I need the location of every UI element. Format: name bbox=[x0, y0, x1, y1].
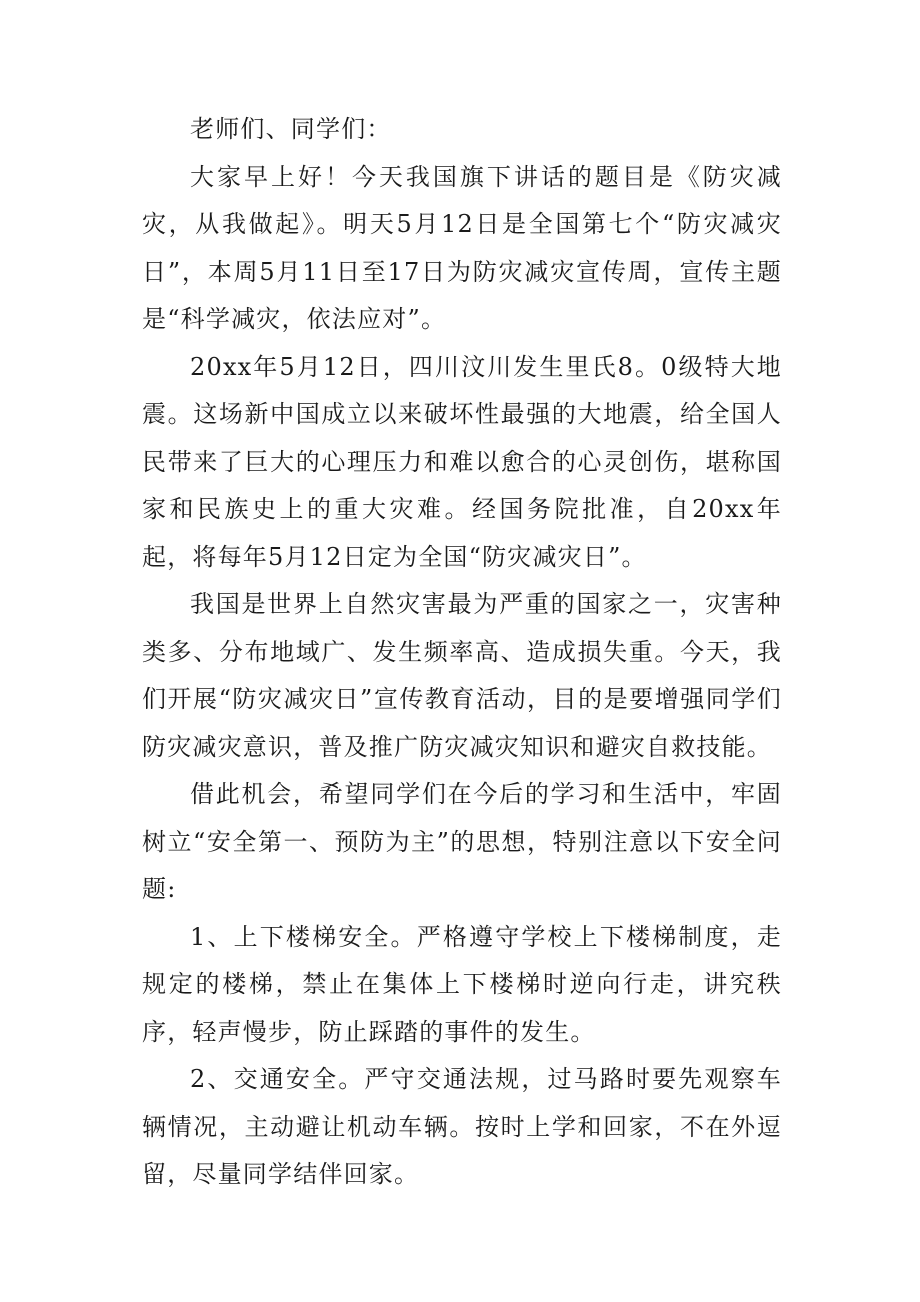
speech-body bbox=[142, 106, 782, 1199]
paragraph-traffic-safety: 2、交通安全。严守交通法规，过马路时要先观察车辆情况，主动避让机动车辆。按时上学和回家，不在外逗留，尽量同学结伴回家。 bbox=[142, 1065, 782, 1188]
paragraph-safety-intro: 借此机会，希望同学们在今后的学习和生活中，牢固树立“安全第一、预防为主”的思想，特别注意以下安全问题: bbox=[142, 780, 782, 903]
paragraph-stair-safety: 1、上下楼梯安全。严格遵守学校上下楼梯制度，走规定的楼梯，禁止在集体上下楼梯时逆向行走，讲究秩序，轻声慢步，防止踩踏的事件的发生。 bbox=[142, 922, 782, 1046]
paragraph-disaster-overview: 我国是世界上自然灾害最为严重的国家之一，灾害种类多、分布地域广、发生频率高、造成损失重。今天，我们开展“防灾减灾日”宣传教育活动，目的是要增强同学们防灾减灾意识，普及推广防灾减灾知识和避灾自救技能。 bbox=[142, 590, 782, 761]
paragraph-earthquake: 20xx年5月12日，四川汶川发生里氏8。0级特大地震。这场新中国成立以来破坏性最强的大地震，给全国人民带来了巨大的心理压力和难以愈合的心灵创伤，堪称国家和民族史上的重大灾难。经国务院批准，自20xx年起，将每年5月12日定为全国“防灾减灾日”。 bbox=[142, 352, 782, 571]
paragraph-intro: 大家早上好！今天我国旗下讲话的题目是《防灾减灾，从我做起》。明天5月12日是全国第七个“防灾减灾日”，本周5月11日至17日为防灾减灾宣传周，宣传主题是“科学减灾，依法应对”。 bbox=[142, 162, 782, 333]
greeting-line: 老师们、同学们： bbox=[190, 115, 392, 143]
